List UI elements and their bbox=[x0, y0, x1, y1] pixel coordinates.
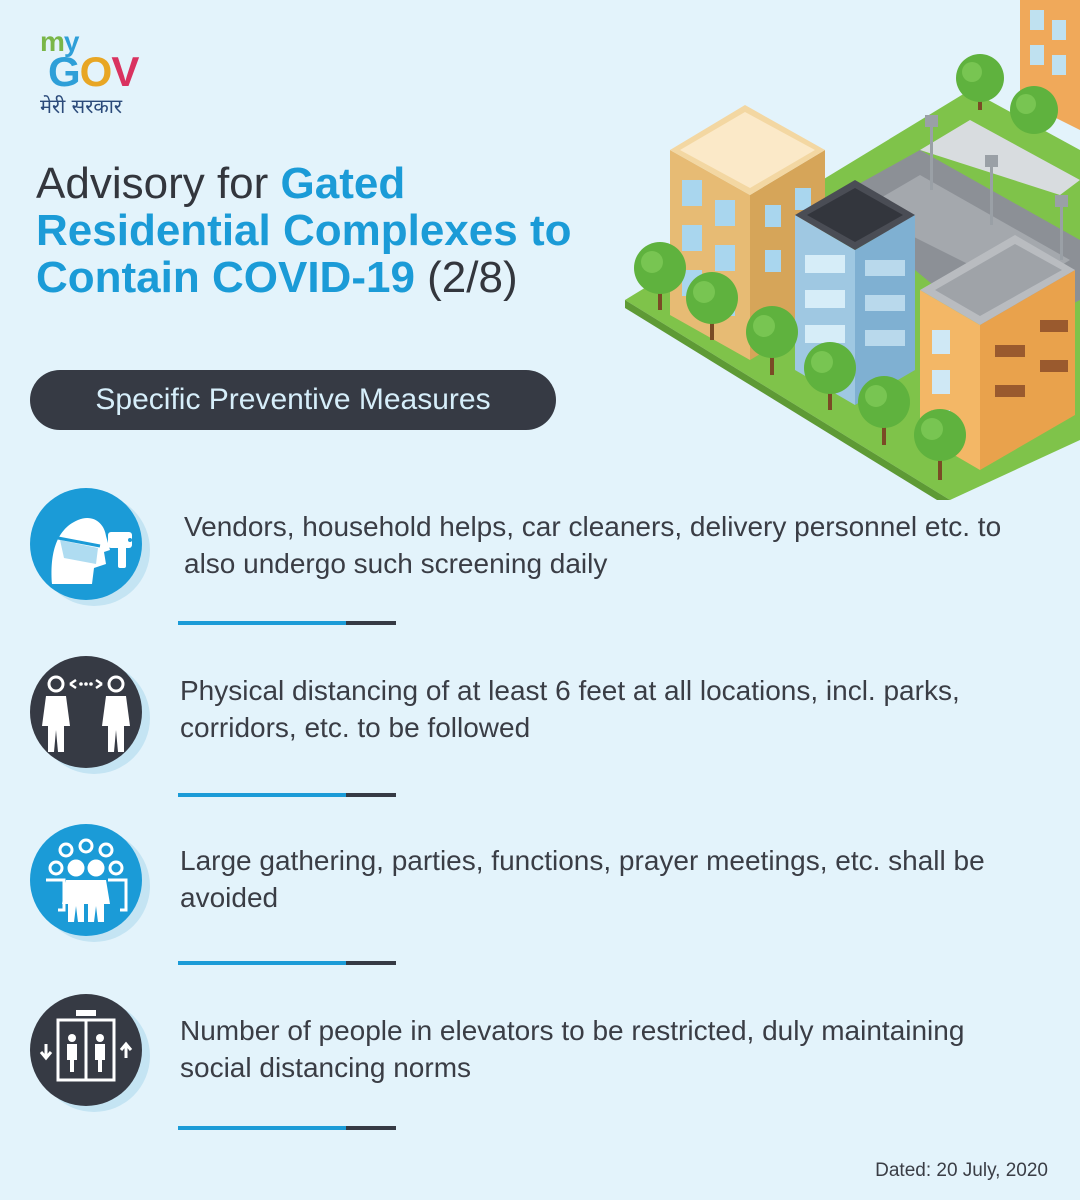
divider-2 bbox=[178, 793, 396, 797]
divider-4 bbox=[178, 1126, 396, 1130]
measure-text-2: Physical distancing of at least 6 feet at all locations, incl. parks, corridors, etc. to be followed bbox=[180, 675, 960, 743]
mygov-logo bbox=[36, 24, 166, 124]
logo-tagline: मेरी सरकार bbox=[40, 94, 123, 118]
social-distancing-icon-wrap bbox=[30, 656, 152, 774]
measure-text-1: Vendors, household helps, car cleaners, delivery personnel etc. to also undergo such screening daily bbox=[184, 511, 1002, 579]
thermal-screening-icon bbox=[30, 488, 142, 600]
measure-text-3: Large gathering, parties, functions, prayer meetings, etc. shall be avoided bbox=[180, 845, 985, 913]
section-label: Specific Preventive Measures bbox=[30, 370, 556, 430]
date-label: Dated: 20 July, 2020 bbox=[875, 1160, 1048, 1181]
crowd-icon bbox=[30, 824, 142, 936]
title-part-1: Advisory for bbox=[36, 159, 281, 208]
divider-3 bbox=[178, 961, 396, 965]
elevator-icon bbox=[30, 994, 142, 1106]
divider-1 bbox=[178, 621, 396, 625]
title-highlight: Gated Residential Complexes to Contain COVID-19 bbox=[36, 159, 572, 302]
crowd-icon-wrap bbox=[30, 824, 152, 942]
social-distancing-icon bbox=[30, 656, 142, 768]
page-title bbox=[36, 160, 636, 301]
logo-my: my bbox=[40, 26, 79, 57]
residential-complex-illustration bbox=[620, 0, 1080, 500]
elevator-icon-wrap bbox=[30, 994, 152, 1112]
measure-text-4: Number of people in elevators to be restricted, duly maintaining social distancing norms bbox=[180, 1015, 965, 1083]
title-part-3: (2/8) bbox=[414, 253, 518, 302]
thermal-screening-icon-wrap bbox=[30, 488, 152, 606]
logo-gov: GOV bbox=[48, 48, 139, 95]
